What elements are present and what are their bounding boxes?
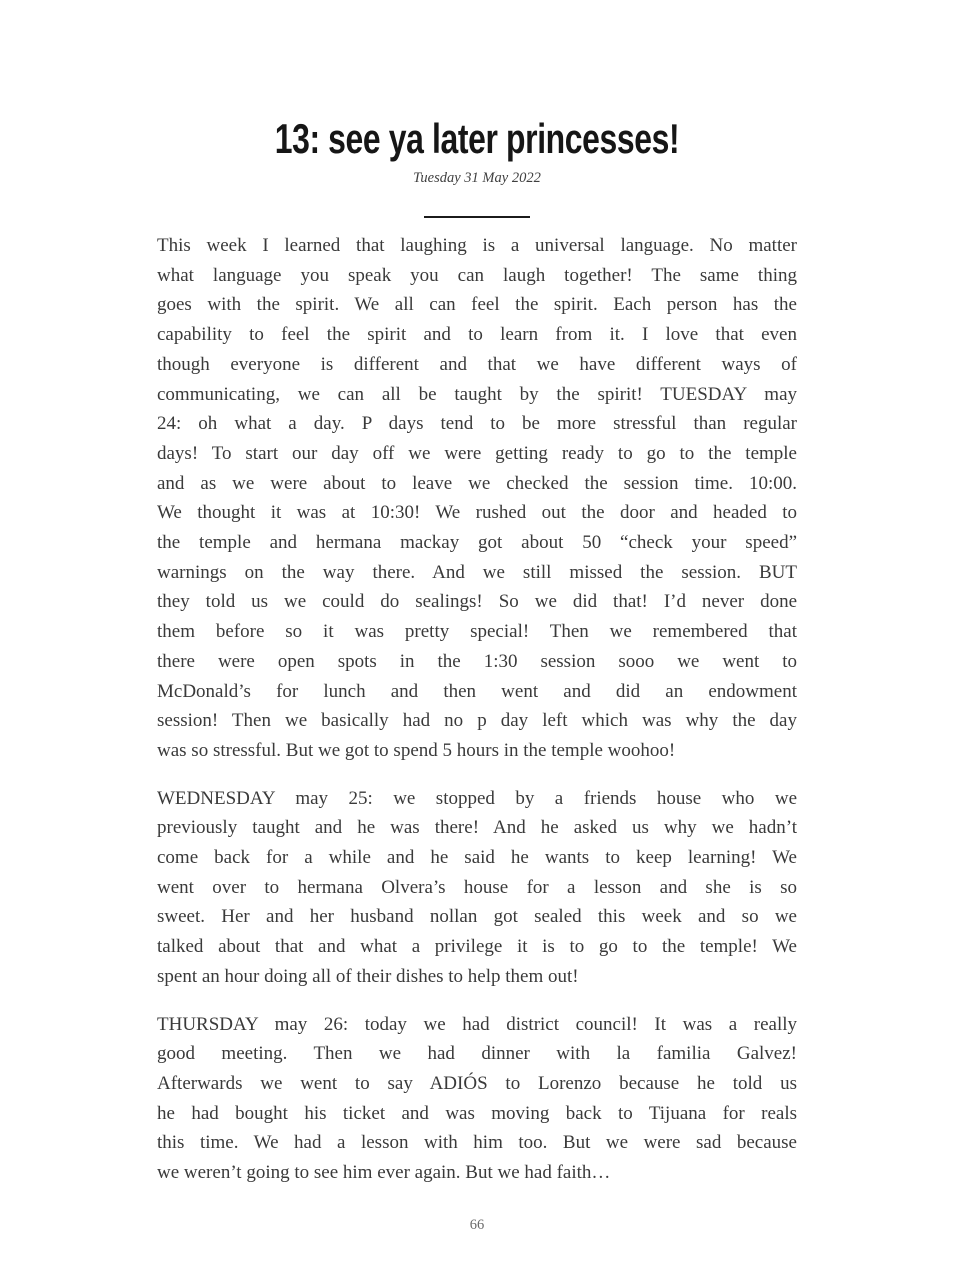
post-date: Tuesday 31 May 2022 (413, 170, 541, 186)
text-line: sweet. Her and her husband nollan got sealed this week and so we (157, 906, 797, 928)
text-line: went over to hermana Olvera’s house for a lesson and she is so (157, 876, 797, 898)
text-line: Afterwards we went to say ADIÓS to Lorenzo because he told us (157, 1072, 797, 1094)
post-body (157, 231, 797, 1188)
text-line: the temple and hermana mackay got about 50 “check your speed” (157, 532, 797, 554)
text-line: WEDNESDAY may 25: we stopped by a friends house who we (157, 787, 797, 809)
text-line: we weren’t going to see him ever again. But we had faith… (157, 1162, 611, 1184)
page-number: 66 (469, 1217, 485, 1233)
post-title: 13: see ya later princesses! (274, 115, 680, 162)
text-line: goes with the spirit. We all can feel the spirit. Each person has the (157, 294, 797, 316)
text-line: them before so it was pretty special! Then we remembered that (157, 621, 797, 643)
text-line: communicating, we can all be taught by the spirit! TUESDAY may (157, 383, 797, 405)
text-line: THURSDAY may 26: today we had district council! It was a really (157, 1013, 797, 1035)
post-header (0, 0, 954, 218)
text-line: he had bought his ticket and was moving back to Tijuana for reals (157, 1102, 797, 1124)
text-line: We thought it was at 10:30! We rushed out the door and headed to (157, 502, 797, 524)
text-line: 24: oh what a day. P days tend to be more stressful than regular (157, 413, 797, 435)
text-line: and as we were about to leave we checked the session time. 10:00. (157, 472, 797, 494)
text-line: warnings on the way there. And we still missed the session. BUT (157, 561, 797, 583)
text-line: this time. We had a lesson with him too. But we were sad because (157, 1132, 797, 1154)
paragraph (157, 1010, 797, 1188)
text-line: session! Then we basically had no p day left which was why the day (157, 710, 797, 732)
text-line: was so stressful. But we got to spend 5 hours in the temple woohoo! (157, 739, 676, 761)
text-line: previously taught and he was there! And he asked us why we hadn’t (157, 817, 797, 839)
text-line: McDonald’s for lunch and then went and did an endowment (157, 680, 797, 702)
text-line: they told us we could do sealings! So we did that! I’d never done (157, 591, 797, 613)
text-line: talked about that and what a privilege it is to go to the temple! We (157, 936, 797, 958)
text-line: good meeting. Then we had dinner with la familia Galvez! (157, 1043, 797, 1065)
text-line: This week I learned that laughing is a universal language. No matter (157, 235, 797, 256)
text-line: come back for a while and he said he wants to keep learning! We (157, 847, 797, 869)
paragraph (157, 784, 797, 992)
text-line: capability to feel the spirit and to learn from it. I love that even (157, 324, 797, 346)
text-line: days! To start our day off we were getting ready to go to the temple (157, 442, 797, 464)
text-line: there were open spots in the 1:30 session sooo we went to (157, 650, 797, 672)
text-line: though everyone is different and that we have different ways of (157, 353, 797, 375)
paragraph (157, 231, 797, 766)
section-divider (424, 216, 530, 218)
text-line: spent an hour doing all of their dishes to help them out! (157, 965, 579, 987)
text-line: what language you speak you can laugh together! The same thing (157, 264, 797, 286)
